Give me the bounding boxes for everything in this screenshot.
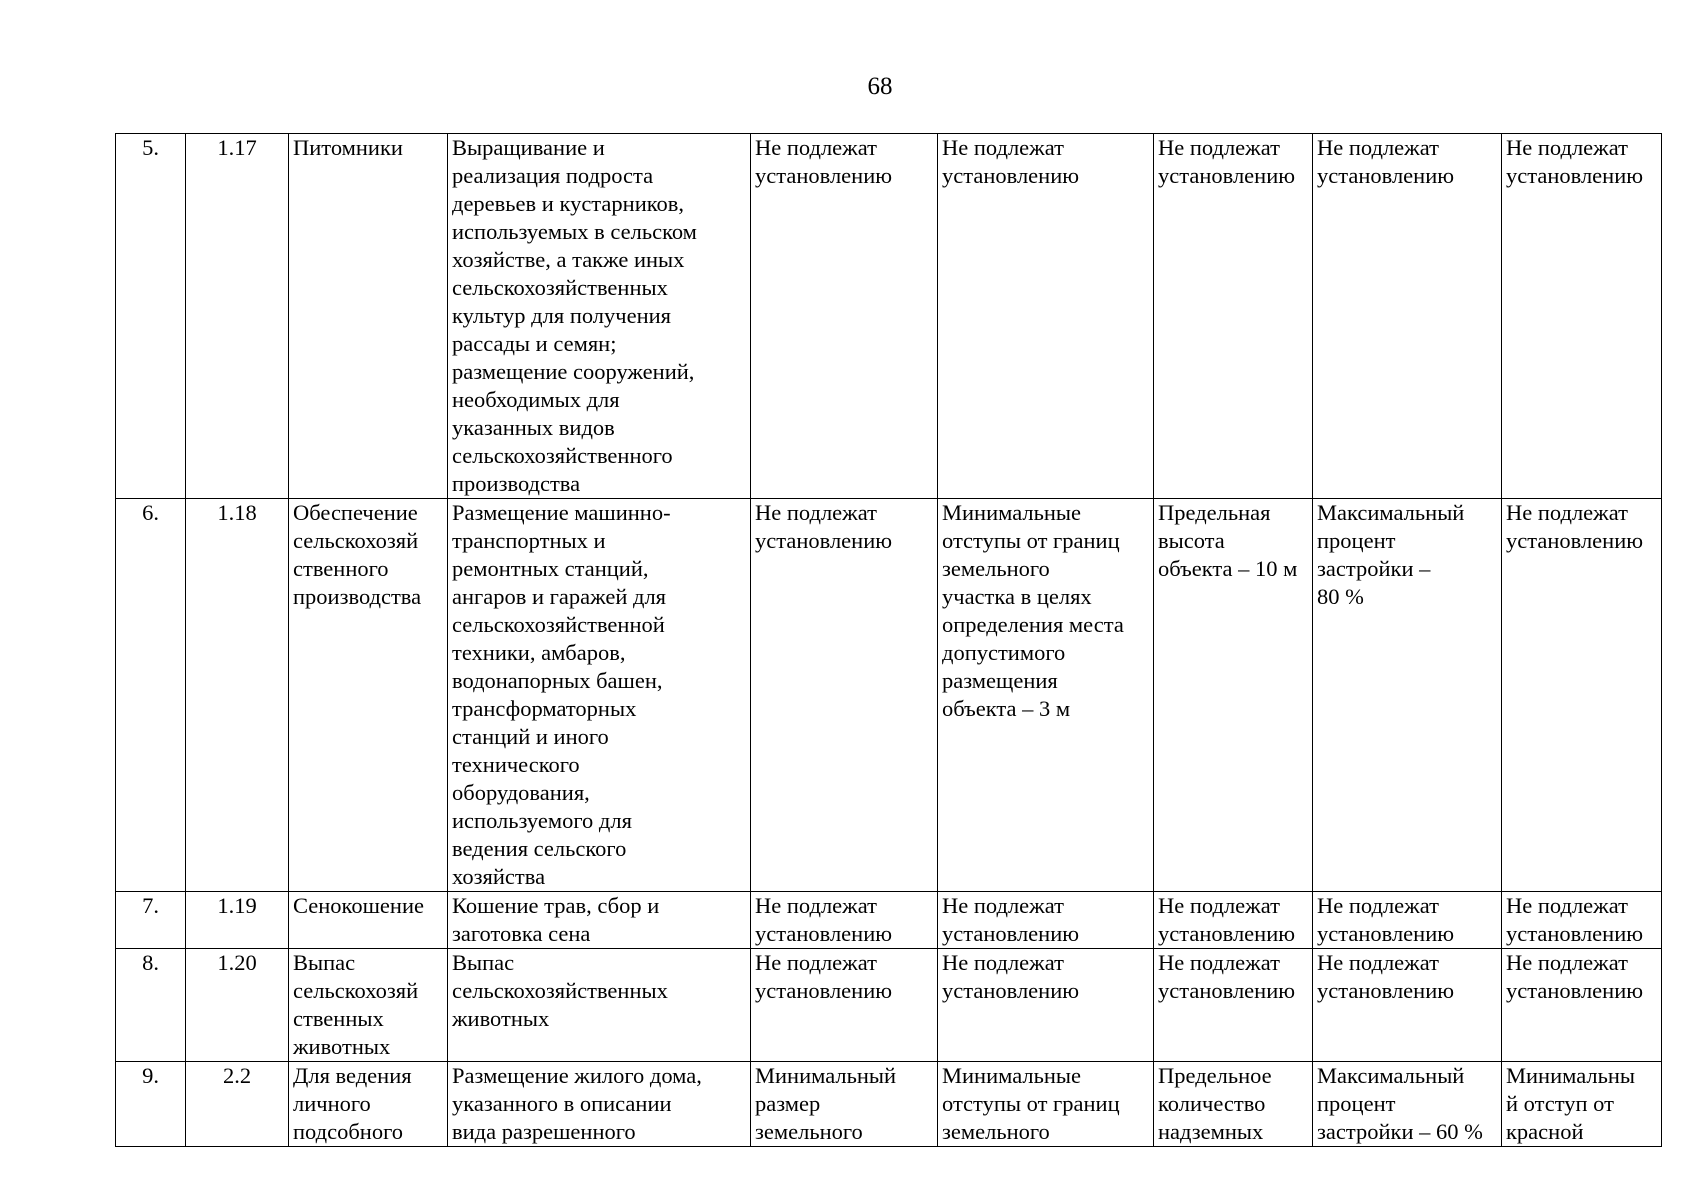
cell-text-line: 6. <box>142 500 159 525</box>
use-name-cell <box>289 949 448 1062</box>
cell-text-line: допустимого <box>942 640 1066 665</box>
cell-text-line: процент <box>1317 1091 1396 1116</box>
use-name-cell <box>289 892 448 949</box>
cell-text-line: 1.20 <box>217 950 257 975</box>
cell-text-line: ведения сельского <box>452 836 627 861</box>
regulations-table <box>115 133 1662 1147</box>
setbacks-cell <box>938 949 1154 1062</box>
cell-text-line: процент <box>1317 528 1396 553</box>
cell-text-line: Предельное <box>1158 1063 1272 1088</box>
cell-text-line: установлению <box>1317 163 1455 188</box>
other-params-cell <box>1502 134 1662 499</box>
cell-text-line: Выращивание и <box>452 135 605 160</box>
row-number-cell <box>116 499 186 892</box>
cell-text-line: рассады и семян; <box>452 331 617 356</box>
cell-text-line: Не подлежат <box>755 950 877 975</box>
page-number: 68 <box>867 73 893 100</box>
cell-text-line: установлению <box>1317 921 1455 946</box>
cell-text-line: Предельная <box>1158 500 1271 525</box>
cell-text-line: указанных видов <box>452 415 615 440</box>
description-cell <box>448 499 751 892</box>
cell-text-line: оборудования, <box>452 780 590 805</box>
other-params-cell <box>1502 499 1662 892</box>
cell-text-line: хозяйстве, а также иных <box>452 247 685 272</box>
table-row <box>116 1062 1662 1147</box>
cell-text-line: объекта – 3 м <box>942 696 1071 721</box>
cell-text-line: ангаров и гаражей для <box>452 584 667 609</box>
setbacks-cell <box>938 892 1154 949</box>
cell-text-line: реализация подроста <box>452 163 654 188</box>
cell-text-line: установлению <box>755 978 893 1003</box>
cell-text-line: сельскохозяйственных <box>452 978 668 1003</box>
cell-text-line: установлению <box>755 528 893 553</box>
setbacks-cell <box>938 499 1154 892</box>
cell-text-line: Не подлежат <box>942 893 1064 918</box>
min-size-cell <box>751 892 938 949</box>
cell-text-line: участка в целях <box>942 584 1092 609</box>
cell-text-line: указанного в описании <box>452 1091 672 1116</box>
max-height-cell <box>1154 134 1313 499</box>
cell-text-line: сельскохозяй <box>293 528 419 553</box>
cell-text-line: Не подлежат <box>1506 135 1628 160</box>
cell-text-line: Не подлежат <box>755 135 877 160</box>
description-cell <box>448 892 751 949</box>
cell-text-line: хозяйства <box>452 864 546 889</box>
use-code-cell <box>186 134 289 499</box>
cell-text-line: установлению <box>755 163 893 188</box>
cell-text-line: установлению <box>1317 978 1455 1003</box>
cell-text-line: вида разрешенного <box>452 1119 636 1144</box>
cell-text-line: установлению <box>1506 163 1644 188</box>
use-code-cell <box>186 892 289 949</box>
row-number-cell <box>116 134 186 499</box>
cell-text-line: Не подлежат <box>1317 893 1439 918</box>
use-name-cell <box>289 134 448 499</box>
cell-text-line: станций и иного <box>452 724 609 749</box>
cell-text-line: надземных <box>1158 1119 1264 1144</box>
description-cell <box>448 134 751 499</box>
cell-text-line: используемого для <box>452 808 632 833</box>
cell-text-line: установлению <box>1158 978 1296 1003</box>
cell-text-line: Не подлежат <box>1506 950 1628 975</box>
cell-text-line: Не подлежат <box>1158 893 1280 918</box>
description-cell <box>448 1062 751 1147</box>
table-row <box>116 949 1662 1062</box>
cell-text-line: 1.18 <box>217 500 257 525</box>
cell-text-line: Не подлежат <box>1317 950 1439 975</box>
row-number-cell <box>116 1062 186 1147</box>
row-number-cell <box>116 892 186 949</box>
cell-text-line: установлению <box>755 921 893 946</box>
cell-text-line: техники, амбаров, <box>452 640 626 665</box>
cell-text-line: 8. <box>142 950 159 975</box>
cell-text-line: сельскохозяйственной <box>452 612 665 637</box>
cell-text-line: используемых в сельском <box>452 219 697 244</box>
cell-text-line: застройки – 60 % <box>1317 1119 1483 1144</box>
max-height-cell <box>1154 949 1313 1062</box>
cell-text-line: отступы от границ <box>942 1091 1120 1116</box>
cell-text-line: Минимальный <box>755 1063 897 1088</box>
cell-text-line: высота <box>1158 528 1225 553</box>
other-params-cell <box>1502 949 1662 1062</box>
cell-text-line: личного <box>293 1091 371 1116</box>
cell-text-line: необходимых для <box>452 387 620 412</box>
cell-text-line: животных <box>293 1034 391 1059</box>
cell-text-line: й отступ от <box>1506 1091 1614 1116</box>
cell-text-line: Не подлежат <box>1506 893 1628 918</box>
cell-text-line: Не подлежат <box>942 950 1064 975</box>
cell-text-line: ремонтных станций, <box>452 556 649 581</box>
max-coverage-cell <box>1313 949 1502 1062</box>
cell-text-line: транспортных и <box>452 528 606 553</box>
max-coverage-cell <box>1313 1062 1502 1147</box>
cell-text-line: трансформаторных <box>452 696 637 721</box>
cell-text-line: Не подлежат <box>1158 135 1280 160</box>
row-number-cell <box>116 949 186 1062</box>
cell-text-line: 1.17 <box>217 135 257 160</box>
cell-text-line: застройки – <box>1317 556 1431 581</box>
cell-text-line: Сенокошение <box>293 893 424 918</box>
cell-text-line: 9. <box>142 1063 159 1088</box>
cell-text-line: размещения <box>942 668 1058 693</box>
cell-text-line: 2.2 <box>222 1063 252 1088</box>
cell-text-line: земельного <box>755 1119 863 1144</box>
cell-text-line: Минимальные <box>942 500 1082 525</box>
cell-text-line: Не подлежат <box>1317 135 1439 160</box>
cell-text-line: Максимальный <box>1317 500 1465 525</box>
cell-text-line: деревьев и кустарников, <box>452 191 685 216</box>
cell-text-line: Кошение трав, сбор и <box>452 893 660 918</box>
cell-text-line: размер <box>755 1091 821 1116</box>
cell-text-line: ственного <box>293 556 389 581</box>
cell-text-line: количество <box>1158 1091 1266 1116</box>
cell-text-line: установлению <box>942 921 1080 946</box>
cell-text-line: Выпас <box>452 950 515 975</box>
cell-text-line: установлению <box>1506 921 1644 946</box>
cell-text-line: 1.19 <box>217 893 257 918</box>
cell-text-line: Не подлежат <box>1506 500 1628 525</box>
max-coverage-cell <box>1313 134 1502 499</box>
cell-text-line: заготовка сена <box>452 921 591 946</box>
cell-text-line: установлению <box>1506 978 1644 1003</box>
table-row <box>116 892 1662 949</box>
cell-text-line: отступы от границ <box>942 528 1120 553</box>
cell-text-line: животных <box>452 1006 550 1031</box>
cell-text-line: объекта – 10 м <box>1158 556 1298 581</box>
description-cell <box>448 949 751 1062</box>
cell-text-line: Минимальные <box>942 1063 1082 1088</box>
setbacks-cell <box>938 1062 1154 1147</box>
max-height-cell <box>1154 892 1313 949</box>
cell-text-line: установлению <box>942 163 1080 188</box>
cell-text-line: ственных <box>293 1006 384 1031</box>
cell-text-line: технического <box>452 752 580 777</box>
cell-text-line: установлению <box>1506 528 1644 553</box>
cell-text-line: Не подлежат <box>755 893 877 918</box>
cell-text-line: Размещение машинно- <box>452 500 671 525</box>
other-params-cell <box>1502 1062 1662 1147</box>
cell-text-line: размещение сооружений, <box>452 359 695 384</box>
cell-text-line: Не подлежат <box>755 500 877 525</box>
use-code-cell <box>186 499 289 892</box>
cell-text-line: 5. <box>142 135 159 160</box>
cell-text-line: 7. <box>142 893 159 918</box>
cell-text-line: сельскохозяйственных <box>452 275 668 300</box>
cell-text-line: Питомники <box>293 135 403 160</box>
cell-text-line: определения места <box>942 612 1124 637</box>
cell-text-line: Выпас <box>293 950 356 975</box>
cell-text-line: установлению <box>942 978 1080 1003</box>
cell-text-line: водонапорных башен, <box>452 668 663 693</box>
table-body <box>116 134 1662 1147</box>
min-size-cell <box>751 134 938 499</box>
table-row <box>116 134 1662 499</box>
min-size-cell <box>751 949 938 1062</box>
cell-text-line: производства <box>293 584 422 609</box>
cell-text-line: земельного <box>942 556 1050 581</box>
cell-text-line: Для ведения <box>293 1063 412 1088</box>
cell-text-line: 80 % <box>1317 584 1364 609</box>
cell-text-line: Не подлежат <box>1158 950 1280 975</box>
max-height-cell <box>1154 499 1313 892</box>
use-code-cell <box>186 1062 289 1147</box>
cell-text-line: Минимальны <box>1506 1063 1636 1088</box>
cell-text-line: земельного <box>942 1119 1050 1144</box>
use-name-cell <box>289 1062 448 1147</box>
max-height-cell <box>1154 1062 1313 1147</box>
cell-text-line: установлению <box>1158 163 1296 188</box>
use-name-cell <box>289 499 448 892</box>
cell-text-line: культур для получения <box>452 303 672 328</box>
other-params-cell <box>1502 892 1662 949</box>
cell-text-line: Размещение жилого дома, <box>452 1063 702 1088</box>
table-row <box>116 499 1662 892</box>
cell-text-line: красной <box>1506 1119 1584 1144</box>
cell-text-line: Не подлежат <box>942 135 1064 160</box>
cell-text-line: производства <box>452 471 581 496</box>
max-coverage-cell <box>1313 892 1502 949</box>
max-coverage-cell <box>1313 499 1502 892</box>
cell-text-line: сельскохозяйственного <box>452 443 673 468</box>
cell-text-line: Максимальный <box>1317 1063 1465 1088</box>
min-size-cell <box>751 499 938 892</box>
cell-text-line: сельскохозяй <box>293 978 419 1003</box>
cell-text-line: установлению <box>1158 921 1296 946</box>
min-size-cell <box>751 1062 938 1147</box>
use-code-cell <box>186 949 289 1062</box>
cell-text-line: Обеспечение <box>293 500 418 525</box>
setbacks-cell <box>938 134 1154 499</box>
cell-text-line: подсобного <box>293 1119 403 1144</box>
